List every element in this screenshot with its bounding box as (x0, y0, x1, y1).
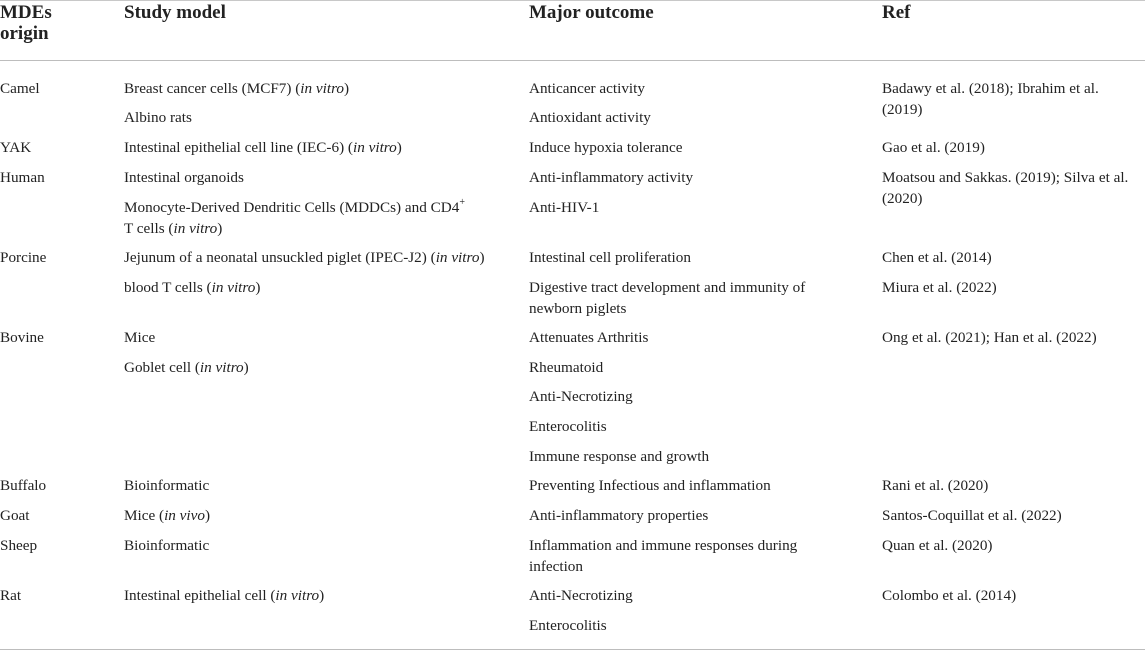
table-bottom-rule (0, 649, 1145, 650)
row-human-outcome-1: Anti-inflammatory activity (529, 169, 694, 186)
row-camel-model-2: Albino rats (124, 109, 192, 126)
header-rule (0, 60, 1145, 61)
superscript: + (459, 196, 465, 208)
text: T cells ( (124, 220, 174, 237)
row-porcine-ref-1: Chen et al. (2014) (882, 249, 992, 266)
row-bovine-outcome-5: Immune response and growth (529, 448, 710, 465)
italic-text: in vitro (199, 359, 244, 376)
text: ) (217, 220, 223, 237)
row-bovine-outcome-2: Rheumatoid (529, 359, 604, 376)
row-porcine-outcome-2 (529, 277, 805, 319)
ref-line: Badawy et al. (2018); Ibrahim et al. (882, 80, 1099, 97)
row-bovine-outcome-3: Anti-Necrotizing (529, 388, 633, 405)
row-bovine-outcome-1: Attenuates Arthritis (529, 329, 649, 346)
text: ) (255, 279, 261, 296)
row-bovine-model-1: Mice (124, 329, 156, 346)
text: ) (396, 139, 402, 156)
row-bovine-outcome-4: Enterocolitis (529, 418, 607, 435)
row-porcine-origin: Porcine (0, 249, 47, 266)
header-origin-line2: origin (0, 23, 49, 44)
row-porcine-model-2 (124, 277, 260, 298)
row-bovine-origin: Bovine (0, 329, 44, 346)
text: ) (243, 359, 249, 376)
outcome-line: Inflammation and immune responses during (529, 537, 798, 554)
row-buffalo-outcome: Preventing Infectious and inflammation (529, 477, 771, 494)
text: Mice ( (124, 507, 165, 524)
text: Jejunum of a neonatal unsuckled piglet (IPEC-J2) ( (124, 249, 436, 266)
row-camel-model-1 (124, 78, 349, 99)
row-porcine-outcome-1: Intestinal cell proliferation (529, 249, 691, 266)
italic-text: in vivo (164, 507, 205, 524)
text: Monocyte-Derived Dendritic Cells (MDDCs) and CD4 (124, 199, 460, 216)
italic-text: in vitro (353, 139, 397, 156)
row-porcine-model-1 (124, 247, 485, 268)
table-top-rule (0, 0, 1145, 1)
outcome-line: Digestive tract development and immunity of (529, 279, 806, 296)
row-sheep-origin: Sheep (0, 537, 38, 554)
header-major-outcome: Major outcome (529, 2, 654, 23)
header-origin (0, 2, 110, 44)
text: Intestinal epithelial cell line (IEC-6) ( (124, 139, 353, 156)
italic-text: in vitro (211, 279, 256, 296)
row-goat-ref: Santos-Coquillat et al. (2022) (882, 507, 1062, 524)
row-sheep-ref: Quan et al. (2020) (882, 537, 993, 554)
italic-text: in vitro (275, 587, 320, 604)
row-yak-ref: Gao et al. (2019) (882, 139, 985, 156)
italic-text: in vitro (435, 249, 480, 266)
text: ) (204, 507, 211, 524)
row-goat-origin: Goat (0, 507, 30, 524)
row-human-ref (882, 167, 1128, 209)
row-goat-outcome: Anti-inflammatory properties (529, 507, 709, 524)
text: blood T cells ( (124, 279, 212, 296)
italic-text: in vitro (300, 80, 345, 97)
row-rat-origin: Rat (0, 587, 22, 604)
text: Intestinal epithelial cell ( (124, 587, 276, 604)
row-camel-origin: Camel (0, 80, 40, 97)
model-line (124, 218, 465, 239)
row-buffalo-origin: Buffalo (0, 477, 47, 494)
row-buffalo-ref: Rani et al. (2020) (882, 477, 989, 494)
row-rat-outcome-1: Anti-Necrotizing (529, 587, 633, 604)
text: Goblet cell ( (124, 359, 200, 376)
row-porcine-ref-2: Miura et al. (2022) (882, 279, 997, 296)
row-bovine-ref: Ong et al. (2021); Han et al. (2022) (882, 329, 1097, 346)
row-bovine-model-2 (124, 357, 249, 378)
text: ) (479, 249, 485, 266)
row-buffalo-model: Bioinformatic (124, 477, 210, 494)
ref-line: Moatsou and Sakkas. (2019); Silva et al. (882, 169, 1129, 186)
italic-text: in vitro (173, 220, 218, 237)
header-ref: Ref (882, 2, 911, 23)
header-origin-line1: MDEs (0, 2, 52, 23)
row-goat-model (124, 505, 210, 526)
row-sheep-model: Bioinformatic (124, 537, 210, 554)
row-rat-outcome-2: Enterocolitis (529, 617, 607, 634)
row-yak-model (124, 137, 402, 158)
outcome-line: newborn piglets (529, 300, 627, 317)
row-sheep-outcome (529, 535, 797, 577)
header-study-model: Study model (124, 2, 226, 23)
row-human-outcome-2: Anti-HIV-1 (529, 199, 600, 216)
row-rat-model (124, 585, 324, 606)
text: Breast cancer cells (MCF7) ( (124, 80, 301, 97)
model-line (124, 197, 465, 218)
ref-line: (2019) (882, 101, 923, 118)
row-human-model-2 (124, 197, 465, 239)
row-yak-outcome: Induce hypoxia tolerance (529, 139, 683, 156)
ref-line: (2020) (882, 190, 923, 207)
row-camel-ref (882, 78, 1099, 120)
row-human-origin: Human (0, 169, 45, 186)
row-rat-ref: Colombo et al. (2014) (882, 587, 1017, 604)
row-yak-origin: YAK (0, 139, 32, 156)
row-camel-outcome-1: Anticancer activity (529, 80, 645, 97)
row-camel-outcome-2: Antioxidant activity (529, 109, 651, 126)
text: ) (319, 587, 325, 604)
row-human-model-1: Intestinal organoids (124, 169, 244, 186)
text: ) (344, 80, 350, 97)
outcome-line: infection (529, 558, 583, 575)
